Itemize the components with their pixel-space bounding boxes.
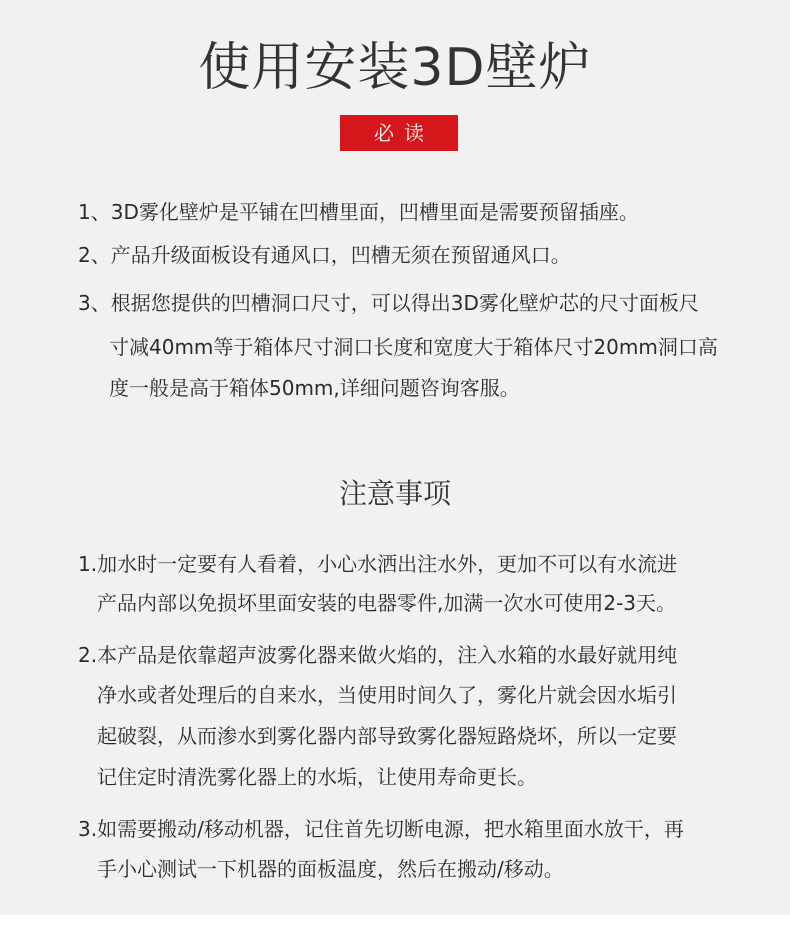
note-item-2-cont-2: 起破裂，从而渗水到雾化器内部导致雾化器短路烧坏，所以一定要: [97, 724, 677, 748]
intro-item-3: 3、根据您提供的凹槽洞口尺寸，可以得出3D雾化壁炉芯的尺寸面板尺: [78, 291, 699, 315]
intro-item-2: 2、产品升级面板设有通风口，凹槽无须在预留通风口。: [78, 243, 571, 267]
note-item-3-cont: 手小心测试一下机器的面板温度，然后在搬动/移动。: [97, 857, 564, 881]
intro-item-1: 1、3D雾化壁炉是平铺在凹槽里面，凹槽里面是需要预留插座。: [78, 200, 639, 224]
note-item-1: 1.加水时一定要有人看着，小心水洒出注水外，更加不可以有水流进: [78, 552, 678, 576]
note-item-3: 3.如需要搬动/移动机器，记住首先切断电源，把水箱里面水放干，再: [78, 817, 684, 841]
note-item-1-cont: 产品内部以免损坏里面安装的电器零件,加满一次水可使用2-3天。: [97, 591, 677, 615]
intro-item-3-cont-1: 寸减40mm等于箱体尺寸洞口长度和宽度大于箱体尺寸20mm洞口高: [109, 335, 718, 359]
note-item-2: 2.本产品是依靠超声波雾化器来做火焰的，注入水箱的水最好就用纯: [78, 643, 678, 667]
intro-item-3-cont-2: 度一般是高于箱体50mm,详细问题咨询客服。: [109, 376, 520, 400]
must-read-badge: 必读: [340, 115, 458, 151]
page-title: 使用安装3D壁炉: [198, 38, 592, 98]
section-title-notes: 注意事项: [338, 477, 451, 510]
note-item-2-cont-1: 净水或者处理后的自来水，当使用时间久了，雾化片就会因水垢引: [97, 683, 677, 707]
note-item-2-cont-3: 记住定时清洗雾化器上的水垢，让使用寿命更长。: [97, 765, 537, 789]
